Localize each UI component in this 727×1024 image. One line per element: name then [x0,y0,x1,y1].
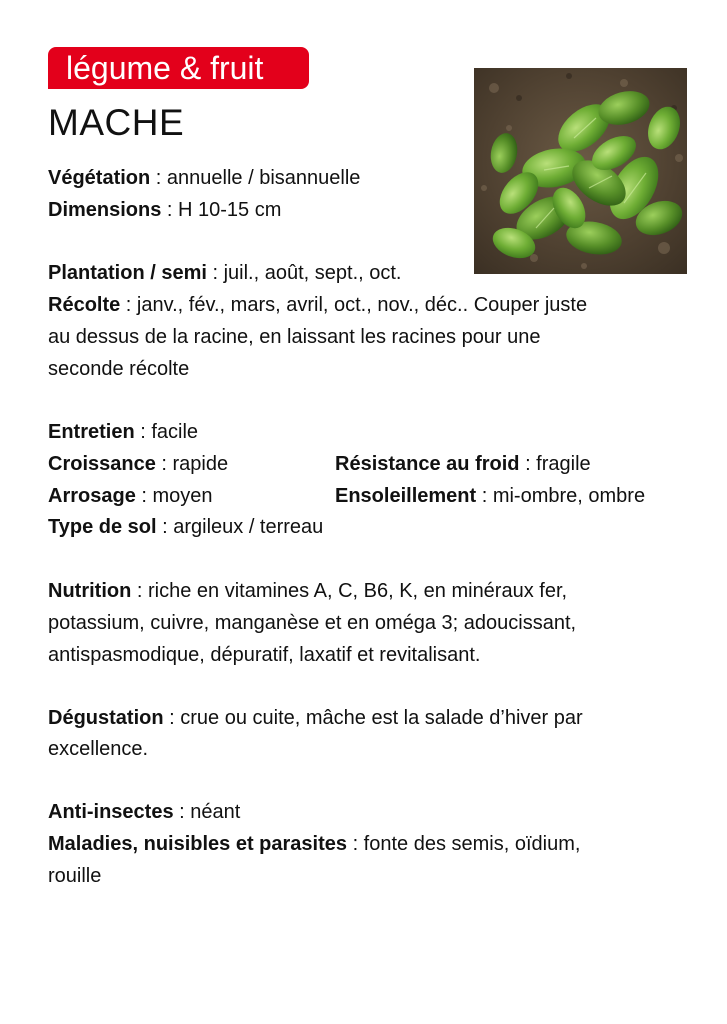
recolte-label: Récolte [48,294,121,316]
vegetation-value: : annuelle / bisannuelle [150,167,361,189]
plantation-value: : juil., août, sept., oct. [206,262,402,284]
anti-insectes-value: : néant [173,801,241,823]
ensoleillement-line [335,480,645,512]
anti-insectes-line [48,796,240,828]
dimensions-line [48,194,281,226]
recolte-line-1 [48,289,587,321]
page-title: MACHE [48,102,185,143]
nutrition-line-3: antispasmodique, dépuratif, laxatif et revitalisant. [48,644,481,666]
recolte-line-2: au dessus de la racine, en laissant les racines pour une [48,326,541,348]
degustation-value-1: : crue ou cuite, mâche est la salade d’hiver par [163,707,583,729]
plantation-line [48,257,401,289]
nutrition-line-1 [48,575,567,607]
nutrition-value-1: : riche en vitamines A, C, B6, K, en minéraux fer, [131,580,568,602]
sol-line [48,511,323,543]
degustation-line-1 [48,702,583,734]
degustation-label: Dégustation [48,707,164,729]
degustation-line-2: excellence. [48,738,149,760]
category-tag: légume & fruit [48,47,309,89]
maladies-label: Maladies, nuisibles et parasites [48,833,348,855]
arrosage-value: : moyen [135,485,213,507]
resistance-label: Résistance au froid [335,453,520,475]
entretien-label: Entretien [48,421,135,443]
entretien-value: : facile [134,421,199,443]
resistance-value: : fragile [519,453,591,475]
vegetation-label: Végétation [48,167,151,189]
entretien-line [48,416,198,448]
vegetation-line [48,162,360,194]
maladies-line-2: rouille [48,865,102,887]
ensoleillement-value: : mi-ombre, ombre [476,485,646,507]
recolte-line-3: seconde récolte [48,358,190,380]
plantation-label: Plantation / semi [48,262,207,284]
lambs-lettuce-photo [474,68,687,274]
nutrition-line-2: potassium, cuivre, manganèse et en oméga 3; adoucissant, [48,612,577,634]
nutrition-label: Nutrition [48,580,132,602]
resistance-line [335,448,591,480]
dimensions-label: Dimensions [48,199,162,221]
maladies-value-1: : fonte des semis, oïdium, [347,833,581,855]
croissance-label: Croissance [48,453,156,475]
sol-value: : argileux / terreau [156,516,324,538]
sol-label: Type de sol [48,516,157,538]
ensoleillement-label: Ensoleillement [335,485,477,507]
anti-insectes-label: Anti-insectes [48,801,174,823]
maladies-line-1 [48,828,580,860]
arrosage-label: Arrosage [48,485,136,507]
arrosage-line [48,480,213,512]
croissance-value: : rapide [155,453,229,475]
recolte-value-1: : janv., fév., mars, avril, oct., nov., déc.. Couper juste [120,294,588,316]
croissance-line [48,448,228,480]
dimensions-value: : H 10-15 cm [161,199,282,221]
